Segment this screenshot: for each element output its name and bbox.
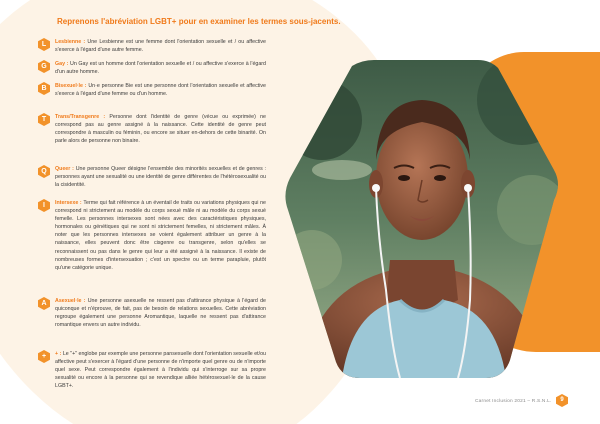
term-label: Bisexuel·le <box>55 83 83 89</box>
definition-text: Une personne Queer désigne l'ensemble des minorités sexuelles et de genres : personnes ayant une sexualité ou une identité de genre différentes de l'hétérosexualité ou la cisidentité. <box>55 166 266 189</box>
badge-g <box>38 60 50 73</box>
section-heading: Reprenons l'abréviation LGBT+ pour en examiner les termes sous-jacents. <box>57 17 341 26</box>
term-separator: : <box>65 61 71 67</box>
badge-letter: T <box>41 116 47 123</box>
footer-text: Carnet Inclusion 2021 – R.S.N.L. <box>475 399 552 404</box>
badge-letter: I <box>43 202 45 209</box>
badge-letter: + <box>41 353 47 360</box>
definition-text: Un·e personne Bie est une personne dont l'orientation sexuelle et affective s'exerce à l'égard d'une femme ou d'un homme. <box>55 83 266 98</box>
term-separator: : <box>58 351 63 357</box>
badge-letter: L <box>41 41 47 48</box>
term-separator: : <box>99 114 110 120</box>
definition-text: Un Gay est un homme dont l'orientation sexuelle et / ou affective s'exerce à l'égard d'un autre homme. <box>55 61 266 76</box>
term-separator: : <box>81 298 88 304</box>
definition-trans <box>55 113 266 145</box>
badge-a <box>38 297 50 310</box>
term-label: Intersexe <box>55 200 79 206</box>
definition-text: Terme qui fait référence à un éventail de traits ou variations physiques qui ne correspond ni strictement au modèle du corps sexué mâle ni au modèle du corps sexué femelle. Les personnes intersexes sont nées avec des caractéristiques physiques, hormonales ou génétiques qui ne sont ni strictement femelles, ni strictement mâles. À noter que les personnes intersexes se voient également attribuer un genre à la naissance, elles peuvent donc être cisgenre ou transgenre, selon qu'elles se reconnaissent ou pas dans le genre qui leur a été assigné à la naissance. Il existe de nombreuses formes d'intersexuation ; c'est un spectre ou un terme parapluie, plutôt qu'une catégorie unique. <box>55 200 266 271</box>
definition-text: Personne dont l'identité de genre (vécue ou exprimée) ne correspond pas au genre assigné à la naissance. Cette identité de genre peut correspondre à masculin ou féminin, ou encore se situer en-dehors de cette binarité. On parle alors de personne non binaire. <box>55 114 266 145</box>
term-separator: : <box>78 200 84 206</box>
definition-bisexuel <box>55 82 266 98</box>
badge-l <box>38 38 50 51</box>
badge-plus <box>38 350 50 363</box>
term-separator: : <box>82 83 89 89</box>
definition-lesbienne <box>55 38 266 54</box>
term-label: Asexuel·le <box>55 298 82 304</box>
definition-gay <box>55 60 266 76</box>
page-number: 9 <box>560 397 564 403</box>
badge-q <box>38 165 50 178</box>
badge-b <box>38 82 50 95</box>
term-label: + <box>55 351 59 357</box>
badge-letter: G <box>41 63 47 70</box>
term-separator: : <box>70 166 76 172</box>
page-number-badge <box>556 394 568 407</box>
definition-queer <box>55 165 266 189</box>
definition-text: Une personne asexuelle ne ressent pas d'attirance physique à l'égard de quiconque et n'éprouve, de fait, pas de besoin de relations sexuelles. Cette abréviation regroupe également une personne Aromantique, laquelle ne ressent pas d'attirance romantique envers un autre individu. <box>55 298 266 329</box>
badge-i <box>38 199 50 212</box>
term-label: Lesbienne <box>55 39 82 45</box>
term-label: Trans/Transgenre <box>55 114 100 120</box>
term-label: Gay <box>55 61 66 67</box>
badge-letter: B <box>41 85 47 92</box>
term-separator: : <box>81 39 88 45</box>
portrait-illustration <box>282 60 562 378</box>
definition-intersexe <box>55 199 266 272</box>
definition-text: Une Lesbienne est une femme dont l'orientation sexuelle et / ou affective s'exerce à l'égard d'une autre femme. <box>55 39 266 54</box>
definition-asexuel <box>55 297 266 329</box>
badge-letter: A <box>41 300 47 307</box>
portrait-photo <box>282 60 562 378</box>
definition-plus <box>55 350 266 390</box>
definition-text: Le "+" englobe par exemple une personne pansexuelle dont l'orientation sexuelle et/ou affective peut s'exercer à l'égard d'une personne de n'importe quel genre ou de n'importe quel sexe. Peut correspondre également à l'individu qui s'interroge sur sa propre sexualité ou encore à la personne qui se revendique alliée hétérosexuel·le de la cause LGBT+. <box>55 351 267 390</box>
badge-letter: Q <box>41 168 47 175</box>
term-label: Queer <box>55 166 71 172</box>
badge-t <box>38 113 50 126</box>
